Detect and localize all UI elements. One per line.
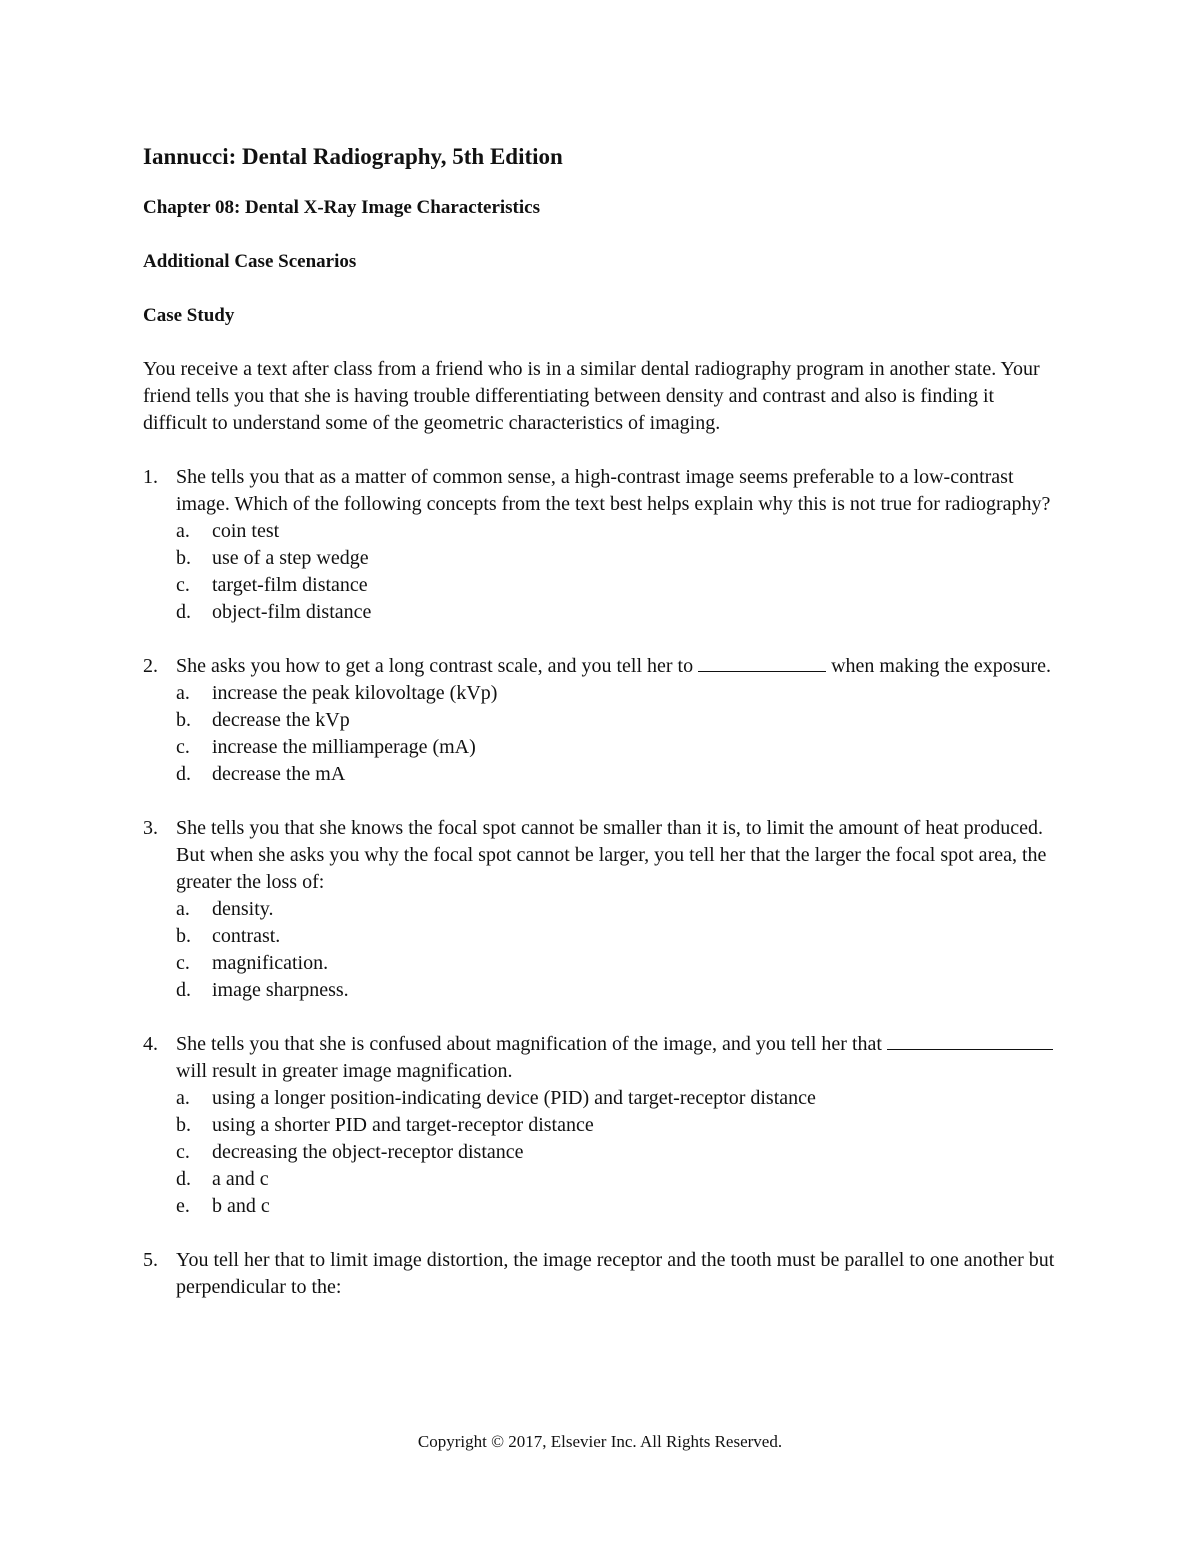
answer-option: [176, 1085, 1063, 1112]
document-body: [143, 140, 1063, 1328]
answer-option: [176, 545, 1063, 572]
answer-blank: [698, 653, 826, 672]
question-text-end: when making the exposure.: [826, 655, 1052, 677]
option-text: use of a step wedge: [212, 547, 369, 569]
answer-option: [176, 1139, 1063, 1166]
option-letter: d.: [176, 1168, 191, 1190]
answer-option: [176, 950, 1063, 977]
copyright-footer: Copyright © 2017, Elsevier Inc. All Rights Reserved.: [417, 1432, 783, 1451]
answer-option: [176, 1112, 1063, 1139]
answer-options: [176, 680, 1063, 788]
option-letter: e.: [176, 1195, 190, 1217]
option-text: using a shorter PID and target-receptor distance: [212, 1114, 594, 1136]
question-number: 3.: [143, 817, 158, 839]
option-text: using a longer position-indicating device (PID) and target-receptor distance: [212, 1087, 816, 1109]
answer-option: [176, 680, 1063, 707]
option-letter: b.: [176, 547, 191, 569]
answer-options: [176, 896, 1063, 1004]
option-text: coin test: [212, 520, 280, 542]
question-4: [143, 1031, 1063, 1220]
option-letter: c.: [176, 574, 190, 596]
question-text-end: will result in greater image magnification.: [176, 1060, 513, 1082]
answer-option: [176, 518, 1063, 545]
answer-option: [176, 734, 1063, 761]
chapter-heading: Chapter 08: Dental X-Ray Image Characteristics: [143, 197, 540, 218]
option-letter: c.: [176, 736, 190, 758]
option-text: image sharpness.: [212, 979, 349, 1001]
answer-option: [176, 977, 1063, 1004]
option-letter: d.: [176, 763, 191, 785]
option-letter: a.: [176, 1087, 190, 1109]
option-text: density.: [212, 898, 274, 920]
answer-option: [176, 572, 1063, 599]
question-text: [176, 1031, 1063, 1085]
option-text: decrease the mA: [212, 763, 346, 785]
case-study-heading: Case Study: [143, 305, 235, 326]
question-1: [143, 464, 1063, 626]
option-text: increase the milliamperage (mA): [212, 736, 476, 758]
question-number: 2.: [143, 655, 158, 677]
option-text: decrease the kVp: [212, 709, 350, 731]
question-number: 4.: [143, 1033, 158, 1055]
answer-option: [176, 896, 1063, 923]
question-number: 5.: [143, 1249, 158, 1271]
question-5: [143, 1247, 1063, 1301]
answer-option: [176, 599, 1063, 626]
option-text: object-film distance: [212, 601, 372, 623]
option-letter: c.: [176, 952, 190, 974]
question-text: You tell her that to limit image distortion, the image receptor and the tooth must be parallel to one another but perpendicular to the:: [176, 1249, 1055, 1298]
option-text: increase the peak kilovoltage (kVp): [212, 682, 498, 704]
question-text-start: She asks you how to get a long contrast scale, and you tell her to: [176, 655, 699, 677]
case-study-text: You receive a text after class from a friend who is in a similar dental radiography program in another state. Your friend tells you that she is having trouble differentiating between density and contrast and also is finding it difficult to understand some of the geometric characteristics of imaging.: [143, 358, 1040, 434]
document-title: Iannucci: Dental Radiography, 5th Edition: [143, 144, 563, 169]
answer-option: [176, 923, 1063, 950]
answer-options: [176, 1085, 1063, 1220]
option-text: contrast.: [212, 925, 281, 947]
option-letter: d.: [176, 979, 191, 1001]
question-text: [176, 653, 1063, 680]
option-letter: a.: [176, 682, 190, 704]
option-letter: b.: [176, 1114, 191, 1136]
option-letter: b.: [176, 709, 191, 731]
option-letter: b.: [176, 925, 191, 947]
answer-options: [176, 518, 1063, 626]
question-2: [143, 653, 1063, 788]
answer-blank: [887, 1031, 1053, 1050]
question-text: She tells you that she knows the focal spot cannot be smaller than it is, to limit the amount of heat produced. But when she asks you why the focal spot cannot be larger, you tell her that the larger the focal spot area, the greater the loss of:: [176, 817, 1047, 893]
answer-option: [176, 1193, 1063, 1220]
section-heading: Additional Case Scenarios: [143, 251, 357, 272]
option-text: b and c: [212, 1195, 270, 1217]
answer-option: [176, 1166, 1063, 1193]
question-text-start: She tells you that she is confused about magnification of the image, and you tell her that: [176, 1033, 887, 1055]
option-letter: a.: [176, 520, 190, 542]
option-letter: d.: [176, 601, 191, 623]
option-text: decreasing the object-receptor distance: [212, 1141, 524, 1163]
option-letter: a.: [176, 898, 190, 920]
question-text: She tells you that as a matter of common sense, a high-contrast image seems preferable to a low-contrast image. Which of the following concepts from the text best helps explain why this is not true for radiography?: [176, 466, 1051, 515]
answer-option: [176, 707, 1063, 734]
question-3: [143, 815, 1063, 1004]
answer-option: [176, 761, 1063, 788]
option-letter: c.: [176, 1141, 190, 1163]
option-text: target-film distance: [212, 574, 368, 596]
question-number: 1.: [143, 466, 158, 488]
option-text: a and c: [212, 1168, 269, 1190]
option-text: magnification.: [212, 952, 329, 974]
